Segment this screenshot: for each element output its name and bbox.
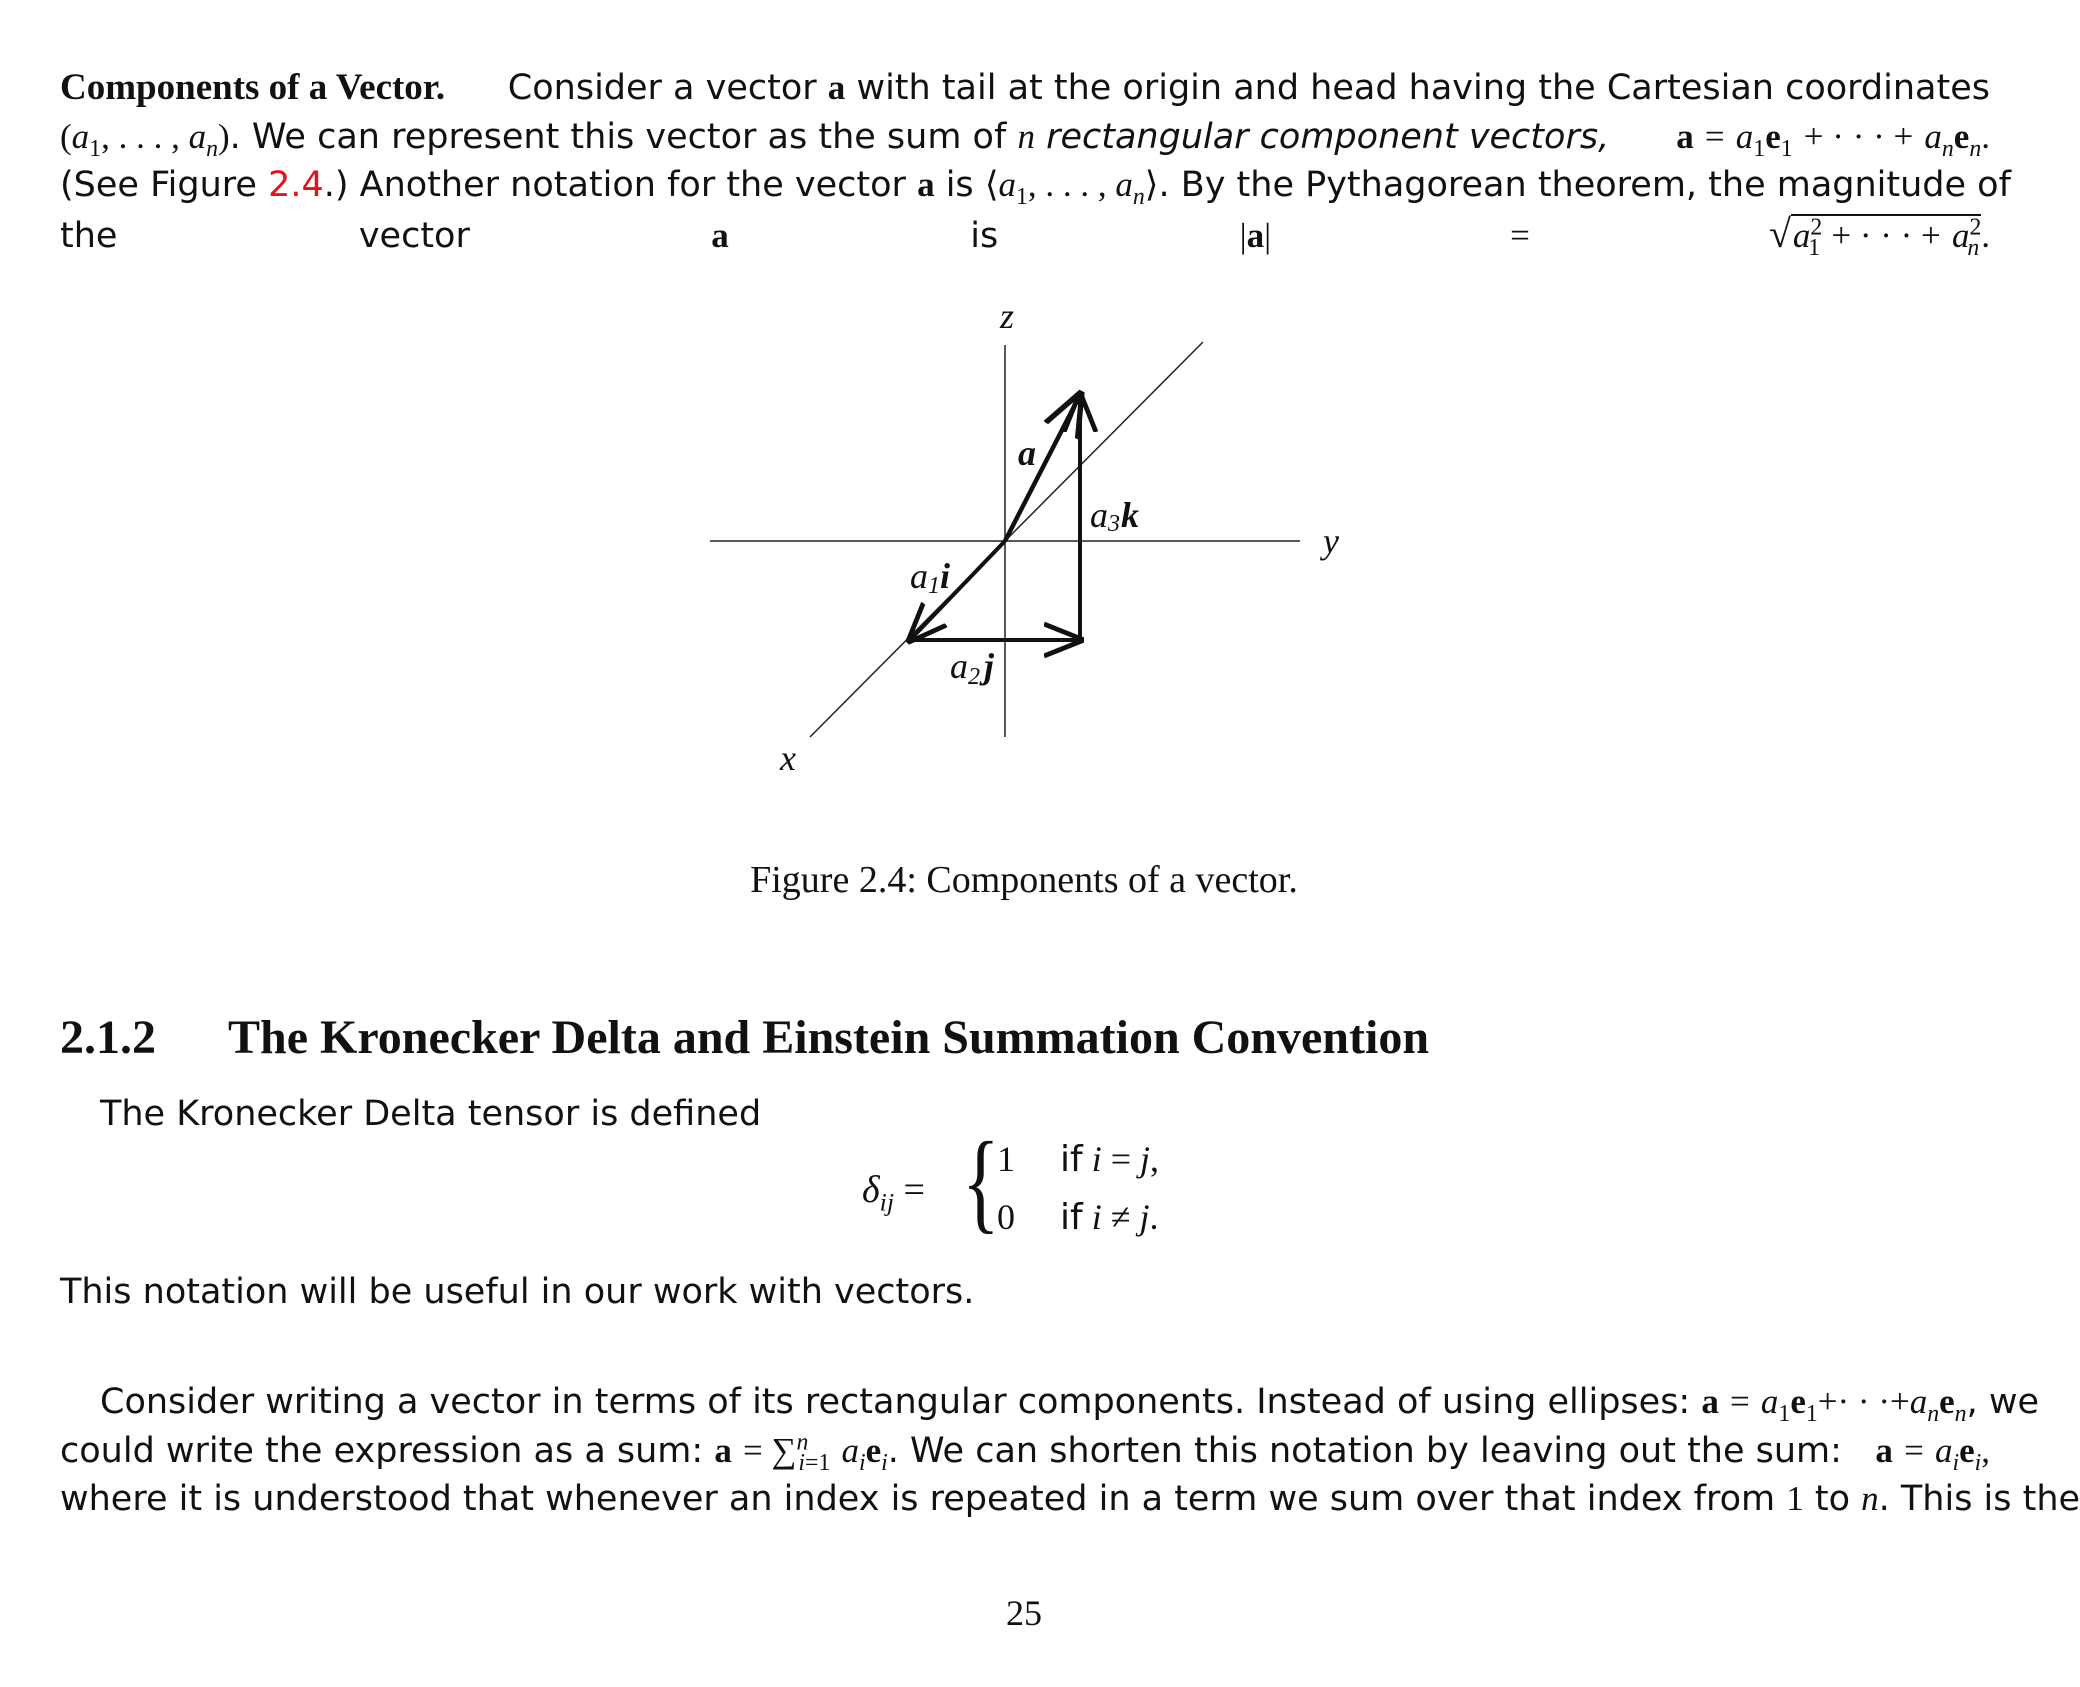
- section-heading: [60, 1010, 1429, 1065]
- svg-text:2: 2: [968, 664, 980, 690]
- paragraph-line: the vector a is $|a| = √a^2_1$ + · · · + $a^2_n$.: [60, 210, 1990, 261]
- svg-text:i: i: [940, 556, 951, 596]
- kronecker-after-text: This notation will be useful in our work with vectors.: [60, 1272, 975, 1312]
- vector-a: [1005, 395, 1080, 541]
- figure-reference-link[interactable]: 2.4: [268, 165, 324, 205]
- vector-components-figure: [0, 0, 2048, 840]
- vector-a-label: a: [1018, 433, 1036, 473]
- runin-heading: Components of a Vector.: [60, 67, 446, 108]
- case-1: 1 if i = j,: [997, 1139, 1160, 1180]
- paragraph-line: could write the expression as a sum: a = ∑$^n_{i=1}$ $a_ie_i$. We can shorten this notation by leaving out the sum: $a = a_ie_i$,: [60, 1428, 1990, 1476]
- section-title: The Kronecker Delta and Einstein Summation Convention: [228, 1011, 1430, 1064]
- svg-text:j: j: [984, 646, 995, 686]
- paragraph-line: (See Figure 2.4.) Another notation for the vector a is $⟨a_1$, . . . , $a_n⟩$. By the Pythagorean theorem, the magnitude of: [60, 165, 2011, 210]
- svg-text:3: 3: [1108, 511, 1120, 537]
- case-2: 0 if i ≠ j.: [997, 1197, 1159, 1238]
- paragraph-line: where it is understood that whenever an index is repeated in a term we sum over that index from 1 to n. This is the: [60, 1479, 2080, 1519]
- a2j-label: [950, 646, 995, 690]
- figure-caption: Figure 2.4: Components of a vector.: [750, 859, 1298, 901]
- section-number: 2.1.2: [60, 1011, 156, 1064]
- z-axis-label: z: [1000, 296, 1015, 336]
- y-axis-label: y: [1323, 521, 1339, 561]
- kronecker-intro: The Kronecker Delta tensor is defined: [100, 1094, 762, 1134]
- a1i-label: [910, 556, 950, 599]
- paragraph-line: Consider writing a vector in terms of its rectangular components. Instead of using ellipses: $a = a_1e_1+\cdot \cdot \cdot+a_ne_n$, we: [100, 1382, 2039, 1427]
- paragraph-line: Components of a Vector. Consider a vector a with tail at the origin and head having the Cartesian coordinates: [60, 64, 1990, 113]
- x-axis-label: x: [780, 738, 796, 778]
- page-number: 25: [1006, 1593, 1042, 1633]
- svg-text:a: a: [950, 646, 968, 686]
- paragraph-summation: [60, 1378, 2080, 1524]
- a3k-label: [1090, 495, 1139, 537]
- svg-text:a: a: [1090, 495, 1108, 535]
- svg-text:a: a: [910, 556, 928, 596]
- kronecker-delta-equation: $\delta_{ij}$ = { 1 if i = j, 0 if i ≠ j.: [862, 1120, 1160, 1244]
- svg-text:k: k: [1121, 495, 1139, 535]
- paragraph-line: ($a_1$, . . . , $a_n$). We can represent this vector as the sum of n rectangular component vectors, $a = a_1e_1$ + · · · + $a_ne_n$.: [60, 116, 1990, 162]
- svg-text:1: 1: [928, 573, 940, 599]
